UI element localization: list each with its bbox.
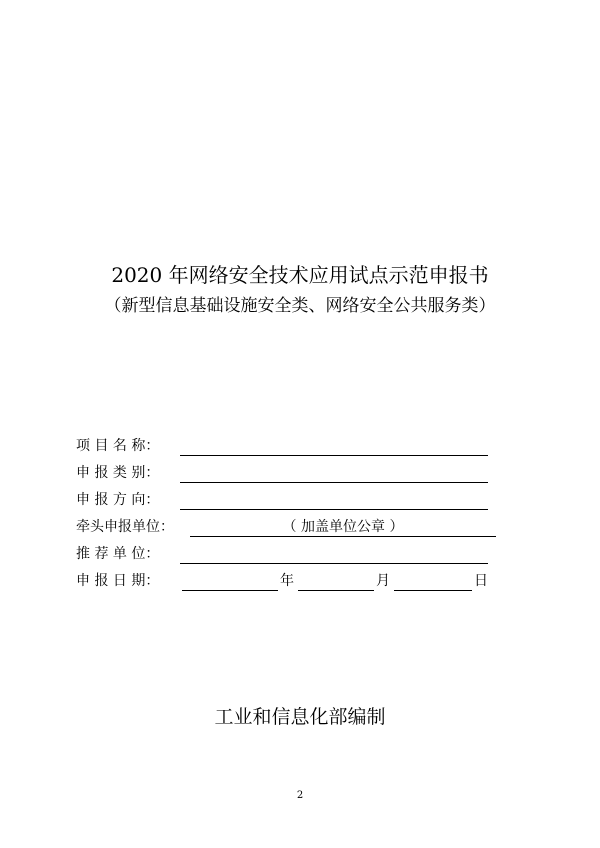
project-name-label: 项 目 名 称：	[76, 438, 160, 454]
date-row	[76, 571, 506, 598]
lead-unit-label: 牵头申报单位：	[76, 519, 174, 535]
document-title: 2020 年网络安全技术应用试点示范申报书	[111, 263, 489, 287]
page-number: 2	[296, 790, 304, 801]
issuer-footer: 工业和信息化部编制	[214, 706, 386, 728]
recommend-unit-field[interactable]	[180, 563, 488, 564]
direction-row	[76, 490, 506, 517]
document-subtitle: （新型信息基础设施安全类、网络安全公共服务类）	[104, 296, 496, 316]
lead-unit-row	[76, 517, 506, 544]
year-unit: 年	[280, 573, 294, 589]
date-label: 申 报 日 期：	[76, 573, 160, 589]
category-label: 申 报 类 别：	[76, 465, 160, 481]
category-field[interactable]	[180, 482, 488, 483]
year-field[interactable]	[182, 590, 278, 591]
application-form	[76, 436, 506, 598]
lead-unit-note: （ 加盖单位公章 ）	[282, 519, 404, 535]
day-unit: 日	[474, 573, 488, 589]
project-name-row	[76, 436, 506, 463]
recommend-unit-row	[76, 544, 506, 571]
direction-label: 申 报 方 向：	[76, 492, 160, 508]
month-field[interactable]	[298, 590, 374, 591]
recommend-unit-label: 推 荐 单 位：	[76, 546, 160, 562]
month-unit: 月	[376, 573, 390, 589]
project-name-field[interactable]	[180, 455, 488, 456]
day-field[interactable]	[394, 590, 472, 591]
category-row	[76, 463, 506, 490]
direction-field[interactable]	[180, 509, 488, 510]
